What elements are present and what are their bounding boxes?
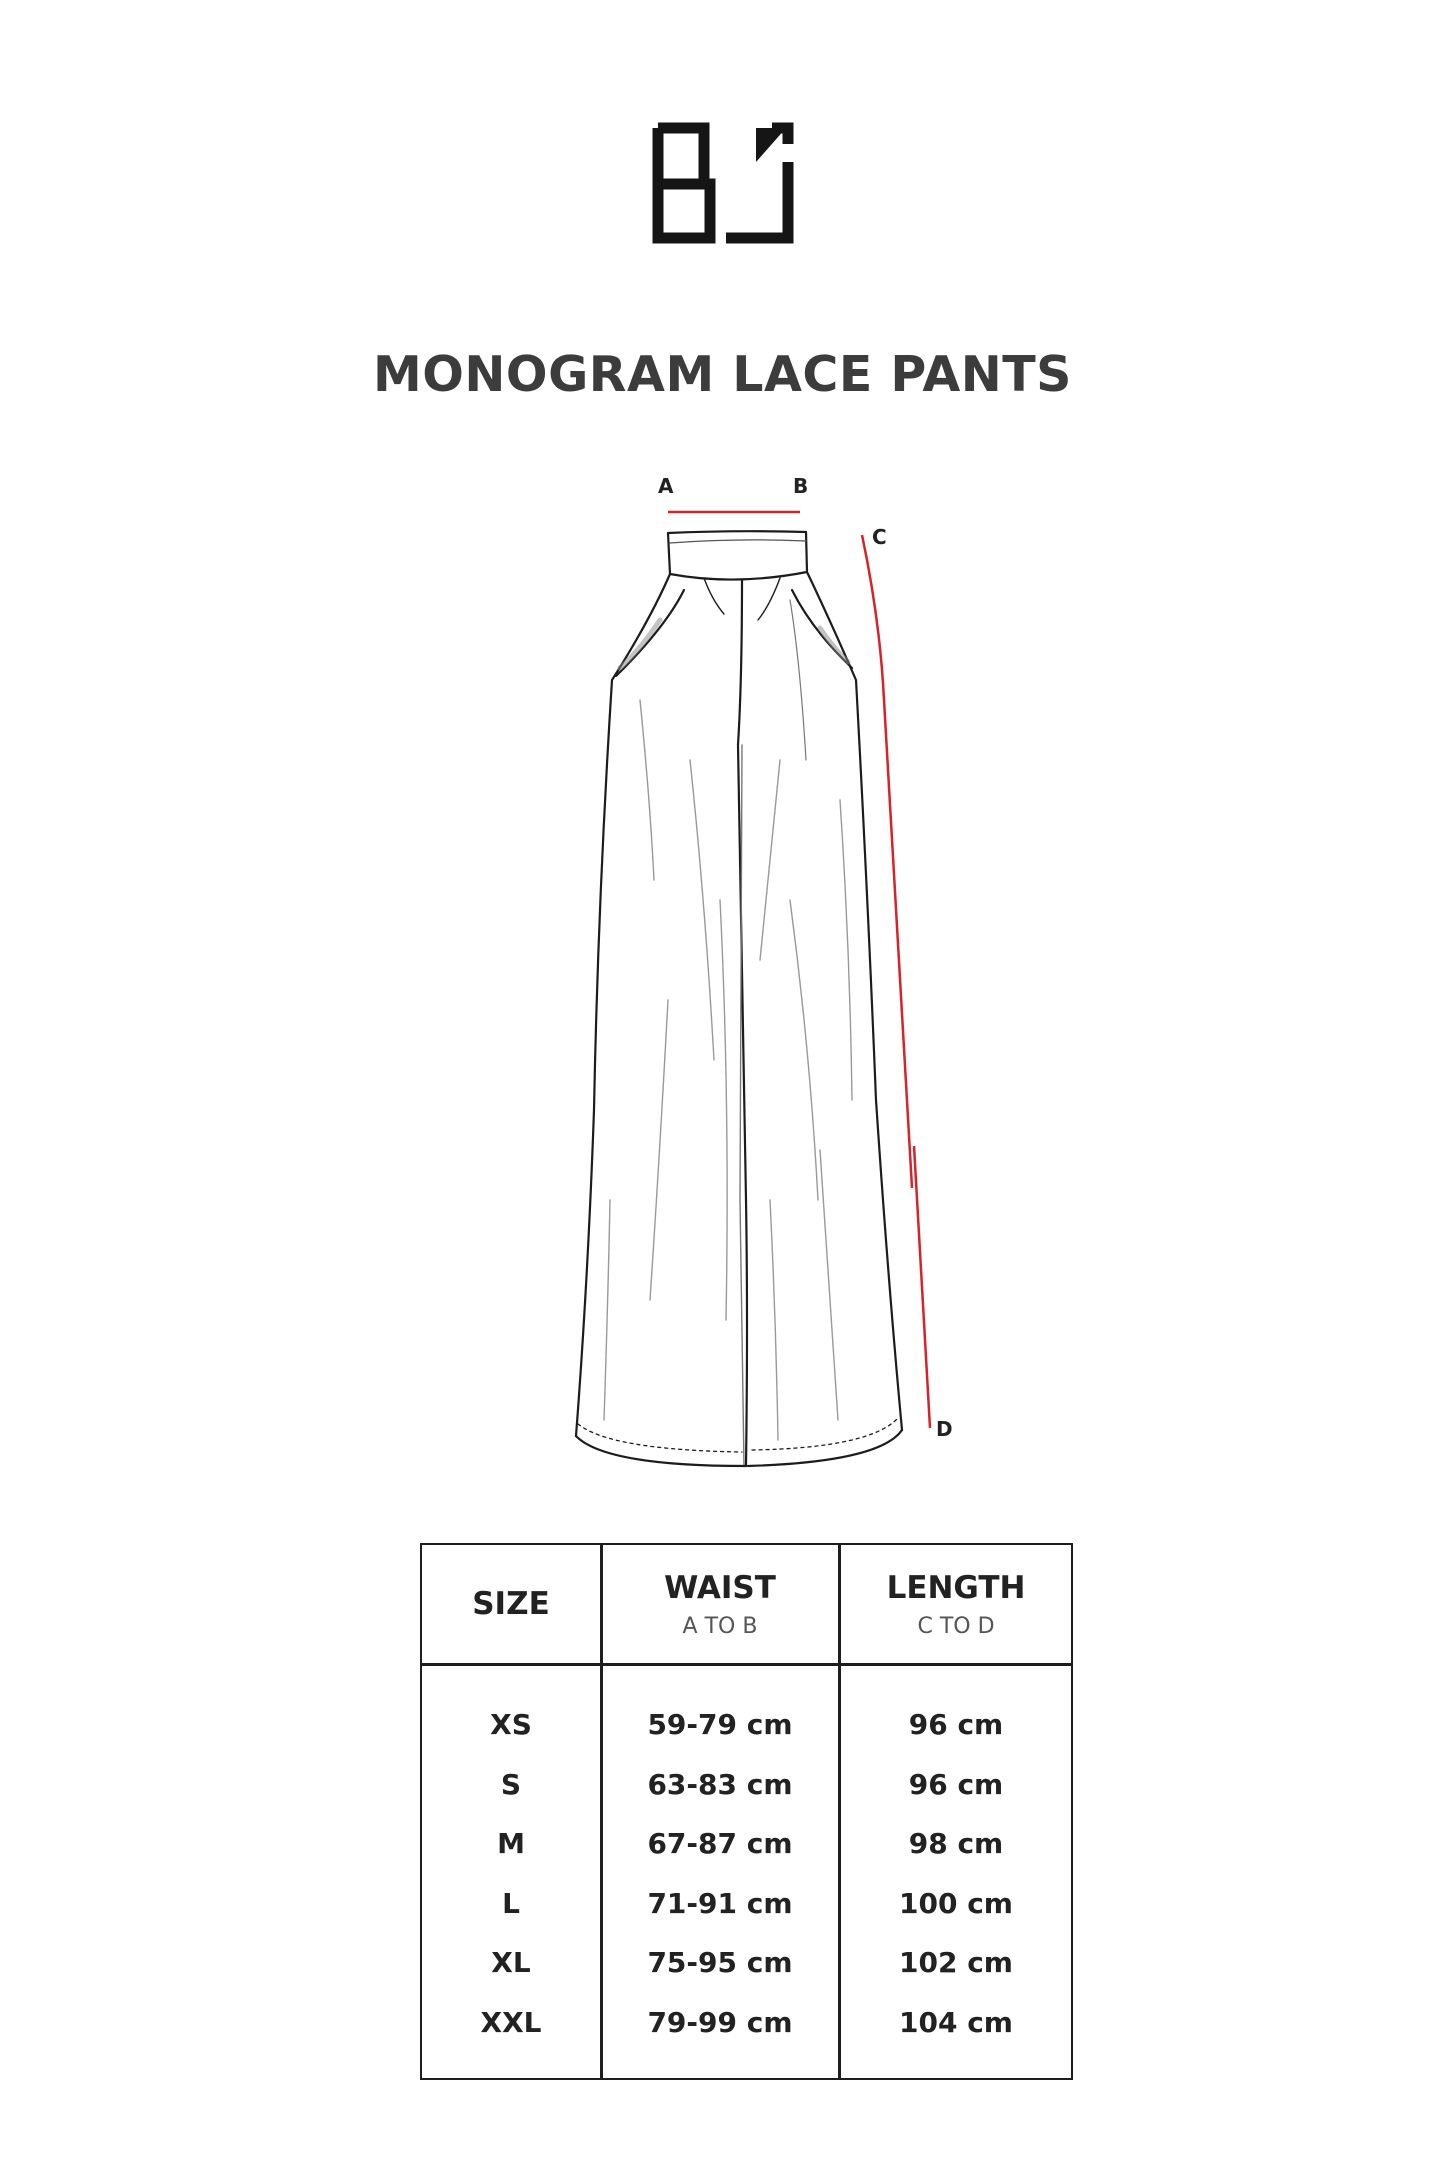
header-sublabel: C TO D [917,1613,995,1639]
header-label: WAIST [664,1569,776,1606]
label-b: B [793,474,809,498]
table-row [422,1695,1071,1755]
waist-cell: 79-99 cm [647,2005,793,2039]
waist-cell: 63-83 cm [647,1767,793,1801]
header-length [840,1545,1072,1663]
table-row [422,1874,1071,1934]
waist-cell: 67-87 cm [647,1827,793,1860]
waist-cell: 71-91 cm [647,1886,793,1920]
product-title: MONOGRAM LACE PANTS [373,346,1072,403]
length-cell: 104 cm [899,2005,1013,2039]
length-cell: 96 cm [908,1767,1004,1801]
length-measure-line-lower [914,1146,930,1428]
wide-leg-pants-sketch [576,531,902,1466]
table-body [422,1695,1071,2052]
size-cell: XXL [480,2005,542,2039]
label-c: C [872,525,887,549]
length-cell: 100 cm [899,1886,1013,1920]
size-table [420,1543,1073,2080]
size-cell: S [500,1767,522,1801]
waist-cell: 75-95 cm [647,1946,793,1979]
label-d: D [936,1417,953,1441]
table-row [422,1933,1071,1993]
header-waist [602,1545,838,1663]
header-label: SIZE [472,1586,550,1622]
table-row [422,1993,1071,2053]
table-header-divider [422,1663,1071,1666]
size-cell: XL [491,1946,531,1979]
label-a: A [658,474,674,498]
table-row [422,1755,1071,1815]
size-cell: L [502,1886,520,1920]
header-sublabel: A TO B [682,1613,758,1639]
length-measure-line-upper [862,535,912,1188]
header-size [422,1545,600,1663]
size-cell: XS [490,1708,532,1741]
size-cell: M [497,1827,525,1860]
length-cell: 102 cm [899,1946,1013,1979]
length-cell: 96 cm [908,1708,1004,1741]
table-row [422,1814,1071,1874]
waist-cell: 59-79 cm [647,1708,793,1741]
length-cell: 98 cm [908,1827,1004,1860]
header-label: LENGTH [886,1569,1026,1606]
